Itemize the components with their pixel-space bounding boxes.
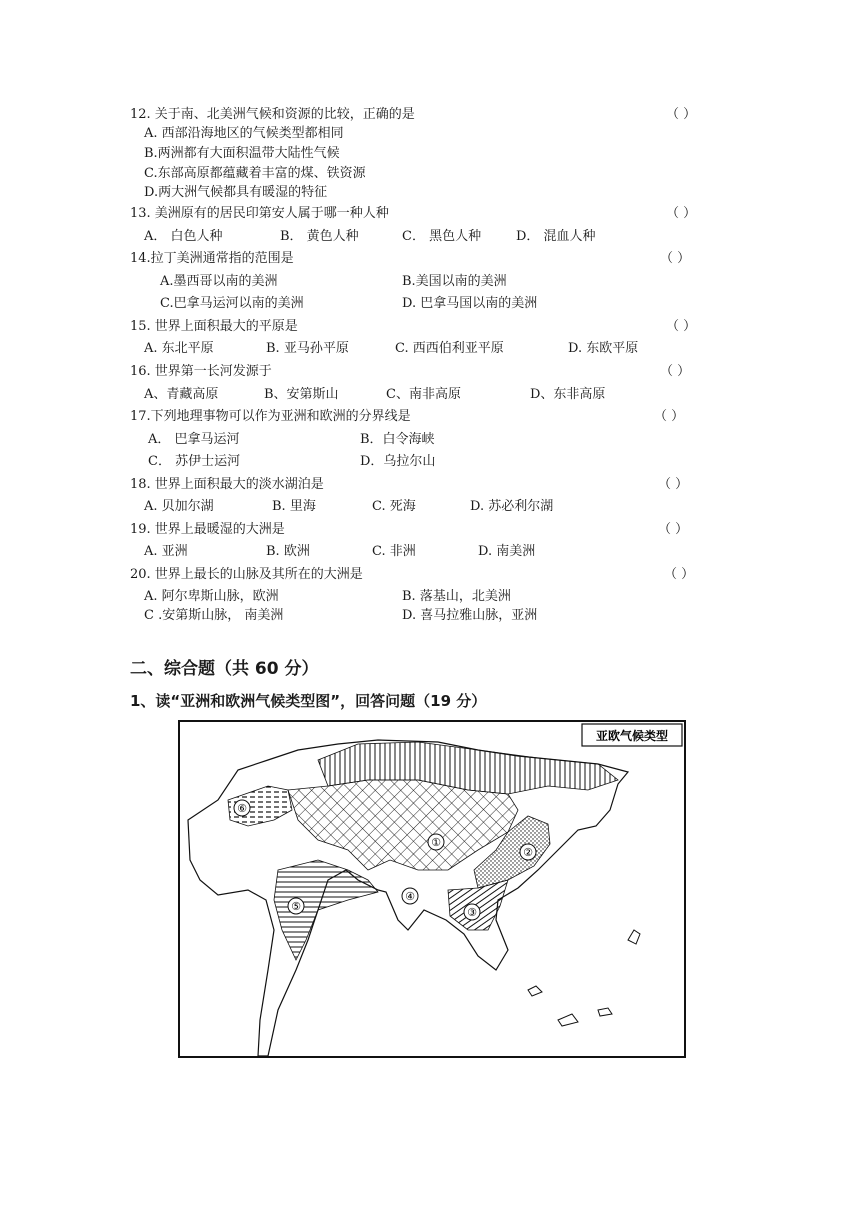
q14-option-b: B.美国以南的美洲 xyxy=(402,274,507,289)
q17-option-c: C． 苏伊士运河 xyxy=(148,454,241,469)
question-19-stem: 19. 世界上最暖湿的大洲是 xyxy=(130,522,285,537)
q15-option-a: A. 东北平原 xyxy=(144,341,214,356)
q19-option-a: A. 亚洲 xyxy=(144,544,188,559)
question-13-stem: 13. 美洲原有的居民印第安人属于哪一种人种 xyxy=(130,206,389,221)
answer-blank-12: （ ） xyxy=(666,107,697,122)
q12-option-a: A. 西部沿海地区的气候类型都相同 xyxy=(144,126,344,141)
answer-blank-20: （ ） xyxy=(664,567,695,582)
q13-option-d: D． 混血人种 xyxy=(516,229,596,244)
question-14-stem: 14.拉丁美洲通常指的范围是 xyxy=(130,251,294,266)
q18-option-b: B. 里海 xyxy=(272,499,316,514)
q15-option-b: B. 亚马孙平原 xyxy=(266,341,349,356)
answer-blank-14: （ ） xyxy=(660,251,691,266)
answer-blank-19: （ ） xyxy=(658,522,689,537)
question-12-stem: 12. 关于南、北美洲气候和资源的比较，正确的是 xyxy=(130,107,415,122)
q13-option-a: A． 白色人种 xyxy=(144,229,223,244)
q19-option-c: C. 非洲 xyxy=(372,544,416,559)
q18-option-d: D. 苏必利尔湖 xyxy=(470,499,554,514)
region-marker-4 xyxy=(402,888,418,904)
region-marker-2 xyxy=(520,844,536,860)
region-marker-1 xyxy=(428,834,444,850)
question-16-stem: 16. 世界第一长河发源于 xyxy=(130,364,272,379)
q20-option-a: A. 阿尔卑斯山脉，欧洲 xyxy=(144,589,279,604)
q14-option-a: A.墨西哥以南的美洲 xyxy=(160,274,278,289)
q16-option-d: D、东非高原 xyxy=(530,387,606,402)
q12-option-d: D.两大洲气候都具有暖湿的特征 xyxy=(144,185,328,200)
q12-option-c: C.东部高原都蕴藏着丰富的煤、铁资源 xyxy=(144,166,366,181)
q19-option-b: B. 欧洲 xyxy=(266,544,310,559)
q13-option-c: C． 黑色人种 xyxy=(402,229,482,244)
region-marker-3 xyxy=(464,904,480,920)
q18-option-c: C. 死海 xyxy=(372,499,416,514)
q20-option-d: D. 喜马拉雅山脉，亚洲 xyxy=(402,608,538,623)
answer-blank-15: （ ） xyxy=(666,319,697,334)
q20-option-b: B. 落基山，北美洲 xyxy=(402,589,511,604)
q16-option-b: B、安第斯山 xyxy=(264,387,339,402)
q17-option-b: B．白令海峡 xyxy=(360,432,435,447)
question-20-stem: 20. 世界上最长的山脉及其所在的大洲是 xyxy=(130,567,363,582)
q14-option-d: D. 巴拿马国以南的美洲 xyxy=(402,296,538,311)
q17-option-d: D．乌拉尔山 xyxy=(360,454,436,469)
q15-option-d: D. 东欧平原 xyxy=(568,341,639,356)
answer-blank-13: （ ） xyxy=(666,206,697,221)
svg-text:②: ② xyxy=(523,846,533,859)
answer-blank-17: （ ） xyxy=(654,409,685,424)
q20-option-c: C .安第斯山脉， 南美洲 xyxy=(144,608,284,623)
climate-map xyxy=(178,720,686,1058)
q17-option-a: A． 巴拿马运河 xyxy=(148,432,240,447)
question-17-stem: 17.下列地理事物可以作为亚洲和欧洲的分界线是 xyxy=(130,409,411,424)
svg-text:⑤: ⑤ xyxy=(291,900,301,913)
question-18-stem: 18. 世界上面积最大的淡水湖泊是 xyxy=(130,477,324,492)
answer-blank-18: （ ） xyxy=(658,477,689,492)
q13-option-b: B． 黄色人种 xyxy=(280,229,359,244)
svg-text:③: ③ xyxy=(467,906,477,919)
answer-blank-16: （ ） xyxy=(660,364,691,379)
subquestion-prompt: 1、读“亚洲和欧洲气候类型图”，回答问题（19 分） xyxy=(130,692,487,710)
region-marker-5 xyxy=(288,898,304,914)
q12-option-b: B.两洲都有大面积温带大陆性气候 xyxy=(144,146,340,161)
q14-option-c: C.巴拿马运河以南的美洲 xyxy=(160,296,304,311)
region-marker-6 xyxy=(234,800,250,816)
q15-option-c: C. 西西伯利亚平原 xyxy=(395,341,504,356)
q18-option-a: A. 贝加尔湖 xyxy=(144,499,214,514)
q16-option-c: C、南非高原 xyxy=(386,387,461,402)
svg-text:④: ④ xyxy=(405,890,415,903)
svg-text:⑥: ⑥ xyxy=(237,802,247,815)
svg-text:①: ① xyxy=(431,836,441,849)
q19-option-d: D. 南美洲 xyxy=(478,544,536,559)
section-heading: 二、综合题（共 60 分） xyxy=(130,659,319,679)
map-title: 亚欧气候类型 xyxy=(595,729,669,743)
question-15-stem: 15. 世界上面积最大的平原是 xyxy=(130,319,298,334)
q16-option-a: A、青藏高原 xyxy=(144,387,219,402)
